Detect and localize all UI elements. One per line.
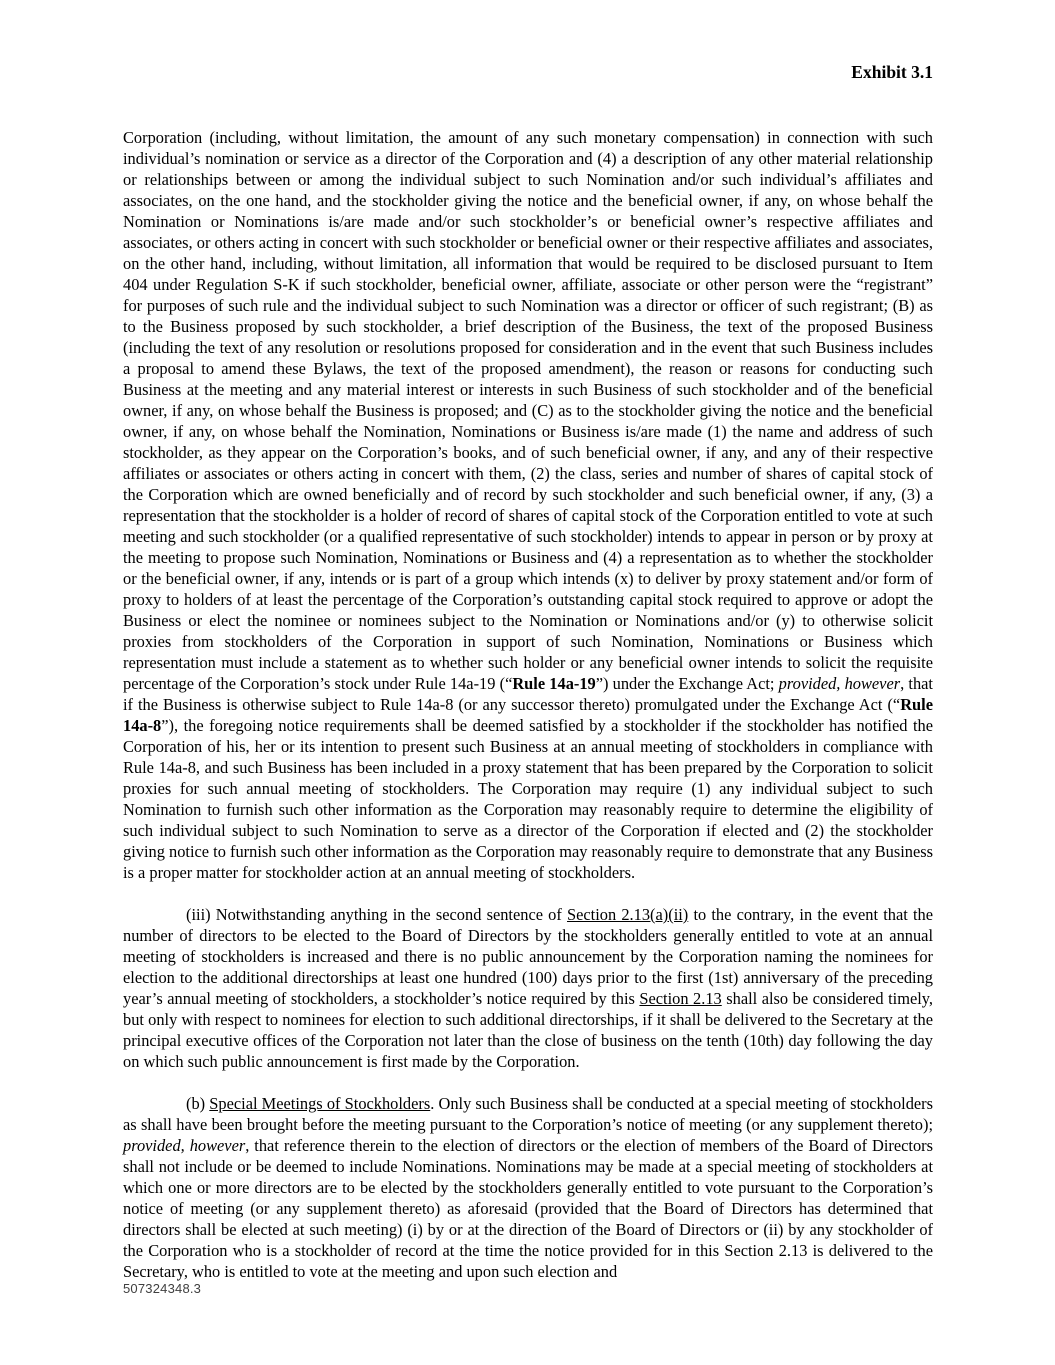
text-run: Rule 14a-8 xyxy=(123,695,933,735)
text-run: Corporation (including, without limitation, the amount of any such monetary compensation) in connection with such individual’s nomination or service as a director of the Corporation and (4) a description of any other material relationship or relationships between or among the individual subject to such Nomination and/or such individual’s affiliates and associates, on the one hand, and the stockholder giving the notice and the beneficial owner, if any, on whose behalf the Nomination or Nominations is/are made and/or such stockholder’s or beneficial owner’s respective affiliates and associates, or others acting in concert with such stockholder or beneficial owner or their respective affiliates and associates, on the other hand, including, without limitation, all information that would be required to be disclosed pursuant to Item 404 under Regulation S-K if such stockholder, beneficial owner, affiliate, associate or other person were the “registrant” for purposes of such rule and the individual subject to such Nomination was a director or officer of such registrant; (B) as to the Business proposed by such stockholder, a brief description of the Business, the text of the proposed Business (including the text of any resolution or resolutions proposed for consideration and in the event that such Business includes a proposal to amend these Bylaws, the text of the proposed amendment), the reason or reasons for conducting such Business at the meeting and any material interest or interests in such Business of such stockholder and of the beneficial owner, if any, on whose behalf the Business is proposed; and (C) as to the stockholder giving the notice and the beneficial owner, if any, on whose behalf the Nomination, Nominations or Business is/are made (1) the name and address of such stockholder, as they appear on the Corporation’s books, and of such beneficial owner, if any, and any of their respective affiliates or associates or others acting in concert with them, (2) the class, series and number of shares of capital stock of the Corporation which are owned beneficially and of record by such stockholder and such beneficial owner, if any, (3) a representation that the stockholder is a holder of record of shares of capital stock of the Corporation entitled to vote at such meeting and such stockholder (or a qualified representative of such stockholder) intends to appear in person or by proxy at the meeting to propose such Nomination, Nominations or Business and (4) a representation as to whether the stockholder or the beneficial owner, if any, intends or is part of a group which intends (x) to deliver by proxy statement and/or form of proxy to holders of at least the percentage of the Corporation’s outstanding capital stock required to approve or adopt the Business or elect the nominee or nominees subject to the Nomination or Nominations and/or (y) to otherwise solicit proxies from stockholders of the Corporation in support of such Nomination, Nominations or Business which representation must include a statement as to whether such holder or any beneficial owner intends to solicit the requisite percentage of the Corporation’s stock under Rule 14a-19 (“ xyxy=(123,128,933,693)
text-run: . Only such Business shall be conducted at a special meeting of stockholders as shall have been brought before the meeting pursuant to the Corporation’s notice of meeting (or any supplement thereto); xyxy=(123,1094,934,1134)
text-run: to the contrary, in the event that the number of directors to be elected to the Board of Directors by the stockholders generally entitled to vote at an annual meeting of stockholders is increased and there is no public announcement by the Corporation naming the nominees for election to the additional directorships at least one hundred (100) days prior to the first (1st) anniversary of the preceding year’s annual meeting of stockholders, a stockholder’s notice required by this xyxy=(123,905,933,1008)
exhibit-label: Exhibit 3.1 xyxy=(851,62,933,82)
text-run: provided, however xyxy=(123,1136,246,1155)
text-run: ”), the foregoing notice requirements shall be deemed satisfied by a stockholder if the stockholder has notified the Corporation of his, her or its intention to present such Business at an annual meeting of stockholders in compliance with Rule 14a-8, and such Business has been included in a proxy statement that has been prepared by the Corporation to solicit proxies for such annual meeting of stockholders. The Corporation may require (1) any individual subject to such Nomination to furnish such other information as the Corporation may reasonably require to determine the eligibility of such individual subject to such Nomination to serve as a director of the Corporation if elected and (2) the stockholder giving notice to furnish such other information as the Corporation may reasonably require to demonstrate that any Business is a proper matter for stockholder action at an annual meeting of stockholders. xyxy=(123,716,933,882)
text-run: ”) under the Exchange Act; xyxy=(595,674,779,693)
text-run: Section 2.13 xyxy=(639,989,722,1008)
paragraph xyxy=(123,1093,933,1282)
paragraph xyxy=(123,904,933,1072)
exhibit-header xyxy=(123,62,933,82)
paragraph xyxy=(123,127,933,883)
text-run: shall also be considered timely, but only with respect to nominees for election to such additional directorships, if it shall be delivered to the Secretary at the principal executive offices of the Corporation not later than the close of business on the tenth (10th) day following the day on which such public announcement is first made by the Corporation. xyxy=(123,989,934,1071)
text-run: Section 2.13(a)(ii) xyxy=(567,905,689,924)
document-body xyxy=(123,127,933,1282)
text-run: Special Meetings of Stockholders xyxy=(209,1094,431,1113)
text-run: , that if the Business is otherwise subject to Rule 14a-8 (or any successor thereto) promulgated under the Exchange Act (“ xyxy=(123,674,933,714)
text-run: Rule 14a-19 xyxy=(512,674,596,693)
text-run: provided, however xyxy=(778,674,901,693)
footer-document-number: 507324348.3 xyxy=(123,1281,202,1296)
text-run: (iii) Notwithstanding anything in the second sentence of xyxy=(186,905,568,924)
text-run: , that reference therein to the election of directors or the election of members of the Board of Directors shall not include or be deemed to include Nominations. Nominations may be made at a special meeting of stockholders at which one or more directors are to be elected by the stockholders generally entitled to vote pursuant to the Corporation’s notice of meeting (or any supplement thereto) as aforesaid (provided that the Board of Directors has determined that directors shall be elected at such meeting) (i) by or at the direction of the Board of Directors or (ii) by any stockholder of the Corporation who is a stockholder of record at the time the notice provided for in this Section 2.13 is delivered to the Secretary, who is entitled to vote at the meeting and upon such election and xyxy=(123,1136,933,1281)
text-run: (b) xyxy=(186,1094,210,1113)
